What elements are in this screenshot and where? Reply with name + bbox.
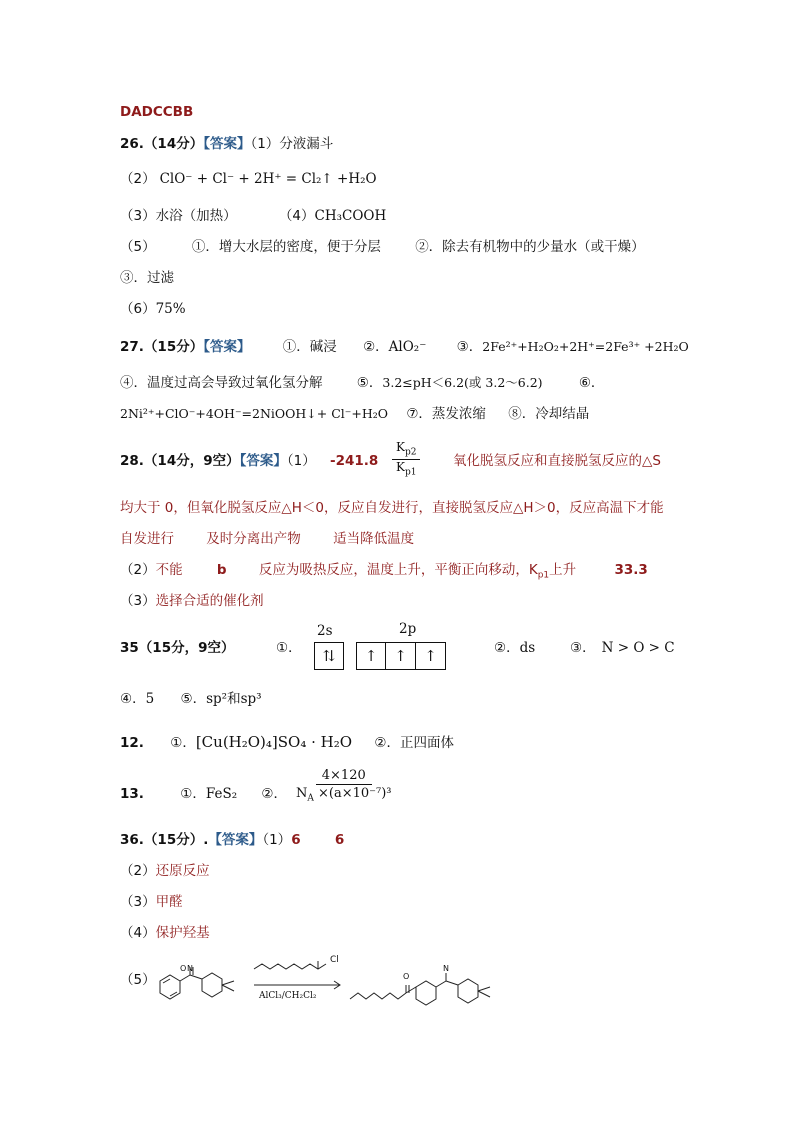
q27-line1: [120, 338, 689, 356]
q12-line: [120, 733, 454, 752]
reactant-n-label: N: [187, 964, 193, 973]
q12-number: 12.: [120, 735, 144, 751]
q26-p5-c: ③．过滤: [120, 270, 174, 286]
q36-score: （15分）.: [143, 832, 209, 848]
q36-p2-label: （2）: [120, 863, 156, 879]
q35-line1: [120, 639, 234, 657]
q35-a3: [570, 639, 675, 657]
q35-a5-text: sp²和sp³: [206, 691, 262, 707]
q28-reason-b: 及时分离出产物: [206, 531, 301, 547]
reaction-scheme: [150, 955, 710, 1015]
q26-score: （14分）: [143, 136, 204, 152]
q27-a4: ④．温度过高会导致过氧化氢分解: [120, 375, 323, 391]
benzene-ring: [160, 975, 180, 999]
product-ketone-o-label: O: [403, 972, 410, 981]
q28-number: 28.: [120, 453, 144, 469]
q28-p2-a: 不能: [155, 562, 183, 578]
q28-answer-tag: 【答案】: [239, 453, 287, 469]
q28-reason-line3: [120, 530, 414, 548]
product-n-label: N: [443, 964, 449, 973]
q36-p1-a: 6: [291, 832, 301, 848]
q27-a3: 2Fe²⁺+H₂O₂+2H⁺=2Fe³⁺ +2H₂O: [482, 339, 689, 354]
q27-a3-label: ③．: [456, 339, 483, 355]
q36-p3-text: 甲醛: [155, 894, 183, 910]
dioxane-ring: [202, 973, 222, 997]
q28-p1-value: -241.8: [330, 453, 379, 469]
q28-p2-c-sub: p1: [537, 570, 550, 581]
orbital-2p-cell: ↑: [356, 642, 386, 670]
q35-a3-text: N > O > C: [601, 640, 675, 656]
q27-line3: [120, 405, 589, 423]
q13-density-fraction: [292, 767, 396, 808]
q36-answer-tag: 【答案】: [208, 832, 263, 848]
q28-p1-label: （1）: [286, 453, 316, 469]
reagent-chloride-label: Cl: [330, 955, 339, 965]
acyl-chloride-chain: [254, 964, 326, 969]
q27-score: （15分）: [143, 339, 204, 355]
q28-line4: [120, 561, 648, 585]
q27-a6: 2Ni²⁺+ClO⁻+4OH⁻=2NiOOH↓+ Cl⁻+H₂O: [120, 406, 389, 421]
q35-a4: ④．5: [120, 691, 155, 707]
q28-p3-text: 选择合适的催化剂: [155, 593, 264, 609]
q28-p2-b: b: [216, 562, 227, 578]
alkyl-chain: [350, 993, 406, 999]
q28-p2-label: （2）: [120, 562, 156, 578]
q36-p4-label: （4）: [120, 925, 156, 941]
q26-p1-label: （1）: [250, 136, 280, 152]
q35-score: （15分，9空）: [138, 640, 235, 656]
q26-p5-label: （5）: [120, 239, 156, 255]
q27-a1: ①．碱浸: [282, 339, 337, 355]
q26-p3-label: （3）: [120, 208, 156, 224]
q28-reason-a: 自发进行: [120, 531, 174, 547]
q12-a1-label: ①．: [170, 735, 196, 751]
q26-line3: [120, 207, 386, 225]
orbital-2p-boxes: [356, 642, 446, 670]
q27-a7: ⑦．蒸发浓缩: [406, 406, 486, 422]
q13-a1-text: FeS₂: [205, 786, 238, 802]
q36-p2-text: 还原反应: [155, 863, 210, 879]
q12-a1-text: [Cu(H₂O)₄]SO₄ · H₂O: [195, 733, 353, 751]
q28-reason-c: 适当降低温度: [333, 531, 415, 547]
q36-line1: [120, 831, 344, 849]
orbital-2p-cell: ↑: [386, 642, 416, 670]
q28-frac-den: K: [396, 460, 405, 475]
q13-number: 13.: [120, 786, 144, 802]
q13-frac-den-rest: ×(a×10⁻⁷)³: [313, 786, 392, 801]
q28-p3-label: （3）: [120, 593, 156, 609]
q36-line3: [120, 893, 183, 911]
q27-a6-label: ⑥．: [578, 375, 605, 391]
q28-reason-line2: 均大于 0，但氧化脱氢反应△H＜0，反应自发进行，直接脱氢反应△H＞0，反应高温下才能: [120, 500, 664, 516]
orbital-2p-cell: ↑: [416, 642, 446, 670]
q27-a8: ⑧．冷却结晶: [508, 406, 590, 422]
q26-p3-text: 水浴（加热）: [155, 208, 237, 224]
q26-p6-label: （6）: [120, 301, 156, 317]
q28-score: （14分，9空）: [143, 453, 240, 469]
q26-p2-label: （2）: [120, 171, 156, 187]
q13-frac-den-sub: A: [307, 793, 314, 804]
q28-k-fraction: [392, 440, 420, 480]
q36-p5-label: （5）: [120, 972, 156, 988]
q28-reason-line1: 氧化脱氢反应和直接脱氢反应的△S: [453, 453, 661, 469]
q26-answer-tag: 【答案】: [203, 136, 251, 152]
product-benzene-ring: [416, 981, 436, 1005]
q27-a5: 3.2≤pH＜6.2(或 3.2～6.2): [382, 375, 543, 390]
q28-line1: [120, 452, 378, 470]
reagent-conditions: AlCl₃/CH₂Cl₂: [259, 991, 317, 1001]
q26-line6: [120, 300, 186, 318]
q36-p4-text: 保护羟基: [155, 925, 210, 941]
q35-a2: ②．ds: [494, 640, 536, 656]
orbital-2s-label: 2s: [317, 623, 333, 639]
q28-line5: [120, 592, 264, 610]
q27-a2: ②．AlO₂⁻: [363, 339, 427, 355]
q26-p6-text: 75%: [155, 301, 186, 317]
q26-p2-eq: ClO⁻ + Cl⁻ + 2H⁺ = Cl₂↑ +H₂O: [159, 171, 377, 187]
q27-answer-tag: 【答案】: [203, 339, 251, 355]
q35-a5-label: ⑤．: [180, 691, 207, 707]
q13-frac-num: 4×120: [316, 767, 372, 785]
q28-frac-num-sub: p2: [404, 447, 417, 458]
q13-a2-label: ②．: [261, 786, 288, 802]
q28-p2-c-text: 反应为吸热反应，温度上升，平衡正向移动，K: [258, 562, 538, 578]
q13-line: [120, 785, 287, 803]
orbital-2s-box: [314, 642, 344, 670]
q36-p1-label: （1）: [262, 832, 292, 848]
q36-p3-label: （3）: [120, 894, 156, 910]
q35-a1: ①．: [276, 640, 302, 656]
q27-number: 27.: [120, 339, 144, 355]
q26-line1: [120, 135, 333, 153]
q27-a5-label: ⑤．: [356, 375, 383, 391]
q28-p2-d: 33.3: [614, 562, 648, 578]
q26-p1-text: 分液漏斗: [279, 136, 334, 152]
q35-number: 35: [120, 640, 139, 656]
q27-line2: [120, 374, 604, 392]
q36-number: 36.: [120, 832, 144, 848]
q35-a3-label: ③．: [570, 640, 596, 656]
q28-frac-num: K: [396, 440, 405, 454]
q13-a1-label: ①．: [180, 786, 206, 802]
q36-p1-b: 6: [334, 832, 345, 848]
q26-line2: [120, 170, 377, 188]
orbital-2s-cell: ⇅: [314, 642, 344, 670]
q28-frac-den-sub: p1: [404, 467, 417, 478]
product-dioxane-ring: [458, 979, 478, 1003]
q36-line4: [120, 924, 210, 942]
q12-a2: ②．正四面体: [374, 735, 454, 751]
q13-frac-den: N: [296, 786, 308, 801]
q26-p5-a: ①．增大水层的密度，便于分层: [191, 239, 381, 255]
q28-p2-c: [258, 562, 577, 581]
q36-line2: [120, 862, 210, 880]
q35-line2: [120, 690, 262, 708]
q26-p4-label: （4）: [278, 208, 315, 224]
q26-line5: [120, 269, 174, 287]
orbital-2p-label: 2p: [399, 621, 417, 637]
q26-p4-text: CH₃COOH: [314, 208, 387, 224]
q26-p5-b: ②．除去有机物中的少量水（或干燥）: [415, 239, 645, 255]
reactant-o-label: O: [180, 964, 187, 973]
q28-p2-c-end: 上升: [549, 562, 577, 578]
q26-number: 26.: [120, 136, 144, 152]
q26-line4: [120, 238, 645, 256]
mc-answers: DADCCBB: [120, 104, 194, 120]
